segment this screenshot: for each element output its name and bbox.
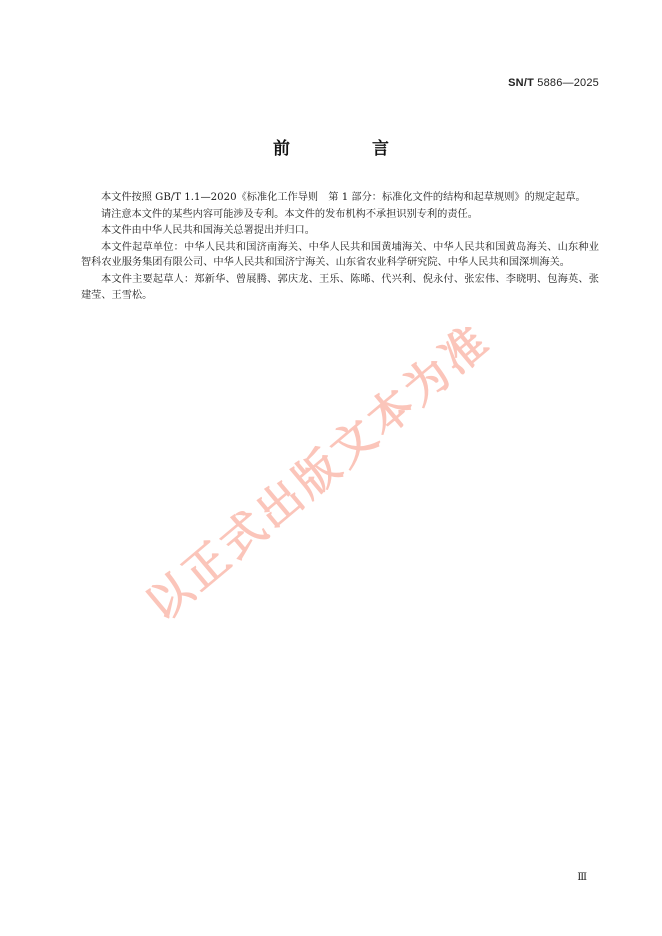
foreword-body [81,190,599,304]
page-number: Ⅲ [577,872,587,883]
document-code-number: 5886—2025 [534,77,599,89]
page-title: 前 言 [273,139,427,159]
paragraph-drafters: 本文件主要起草人：郑新华、曾展腾、郭庆龙、王乐、陈晞、代兴利、倪永付、张宏伟、李晓明、包海英、张建莹、王雪松。 [81,273,599,301]
document-code-prefix: SN/T [508,77,534,89]
paragraph-drafting-units: 本文件起草单位：中华人民共和国济南海关、中华人民共和国黄埔海关、中华人民共和国黄岛海关、山东种业智科农业服务集团有限公司、中华人民共和国济宁海关、山东省农业科学研究院、中华人民共和国深圳海关。 [81,241,599,269]
document-code [508,77,599,89]
watermark: 以正式出版文本为准 [136,314,501,632]
paragraph-drafting-rules: 本文件按照 GB/T 1.1—2020《标准化工作导则 第 1 部分：标准化文件的结构和起草规则》的规定起草。 [101,192,586,203]
paragraph-proposer: 本文件由中华人民共和国海关总署提出并归口。 [101,225,315,237]
paragraph-patent-notice: 请注意本文件的某些内容可能涉及专利。本文件的发布机构不承担识别专利的责任。 [101,208,478,220]
